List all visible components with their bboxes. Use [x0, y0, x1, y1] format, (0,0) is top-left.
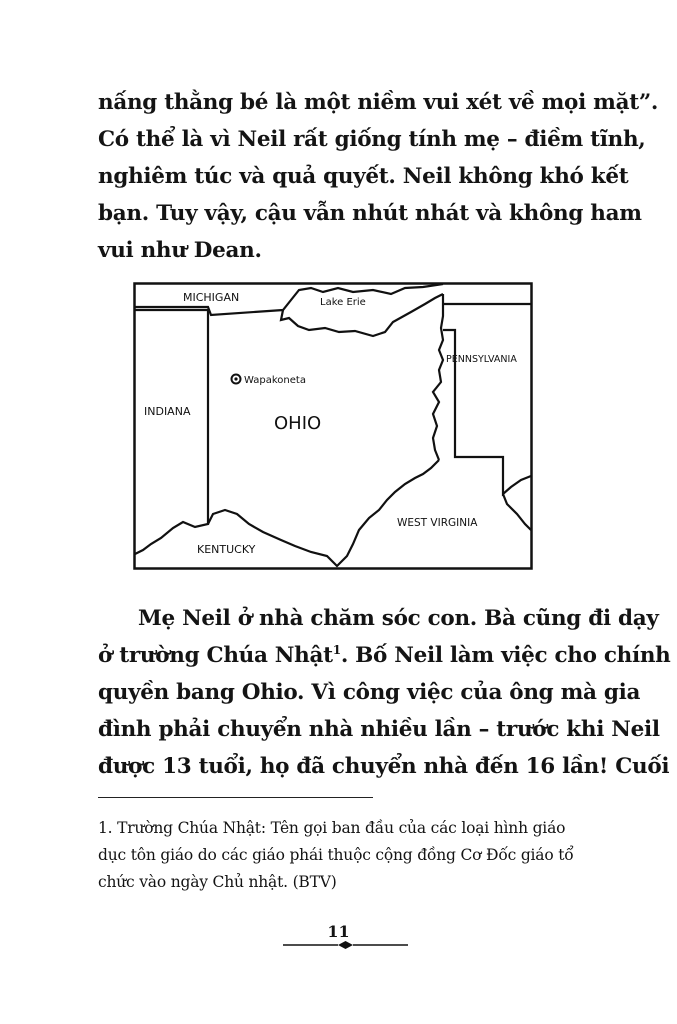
ohio-map [133, 282, 533, 570]
page-number: 11 [327, 922, 350, 941]
paragraph-intro [98, 84, 659, 269]
page-ornament-icon [283, 940, 408, 950]
text-line: nấng thằng bé là một niềm vui xét về mọi mặt”. [98, 90, 659, 115]
west-virginia-border [433, 294, 443, 460]
footnote-line: 1. Trường Chúa Nhật: Tên gọi ban đầu của các loại hình giáo [98, 819, 566, 837]
label-michigan: MICHIGAN [183, 291, 240, 304]
footnote [98, 815, 618, 896]
footnote-marker[interactable]: 1 [332, 642, 341, 657]
text-line: bạn. Tuy vậy, cậu vẫn nhút nhát và không ham [98, 201, 642, 226]
text-segment: . Bố Neil làm việc cho chính [340, 643, 671, 668]
text-line: Có thể là vì Neil rất giống tính mẹ – điềm tĩnh, [98, 127, 646, 152]
indiana-border [135, 310, 208, 554]
text-line: Mẹ Neil ở nhà chăm sóc con. Bà cũng đi dạy [138, 606, 659, 631]
text-line: quyền bang Ohio. Vì công việc của ông mà gia [98, 680, 641, 705]
footnote-ref-text: ở trường Chúa Nhật [98, 643, 333, 668]
label-indiana: INDIANA [144, 405, 191, 418]
footnote-line: dục tôn giáo do các giáo phái thuộc cộng đồng Cơ Đốc giáo tổ [98, 846, 574, 864]
label-west-virginia: WEST VIRGINIA [397, 517, 478, 529]
label-wapakoneta: Wapakoneta [244, 375, 306, 386]
label-lake-erie: Lake Erie [320, 297, 366, 308]
pennsylvania-border [443, 304, 531, 494]
label-ohio: OHIO [274, 413, 322, 434]
text-line: nghiêm túc và quả quyết. Neil không khó kết [98, 164, 629, 189]
text-line: đình phải chuyển nhà nhiều lần – trước khi Neil [98, 717, 660, 742]
text-line [98, 637, 671, 674]
footnote-line: chức vào ngày Chủ nhật. (BTV) [98, 873, 337, 891]
wapakoneta-dot-icon [234, 377, 237, 380]
west-virginia-outline [503, 494, 531, 530]
footnote-divider [98, 797, 373, 798]
paragraph-family [98, 600, 671, 785]
label-kentucky: KENTUCKY [197, 543, 256, 556]
label-pennsylvania: PENNSYLVANIA [446, 354, 517, 365]
text-line: vui như Dean. [98, 238, 262, 263]
text-line: được 13 tuổi, họ đã chuyển nhà đến 16 lần! Cuối [98, 754, 670, 779]
